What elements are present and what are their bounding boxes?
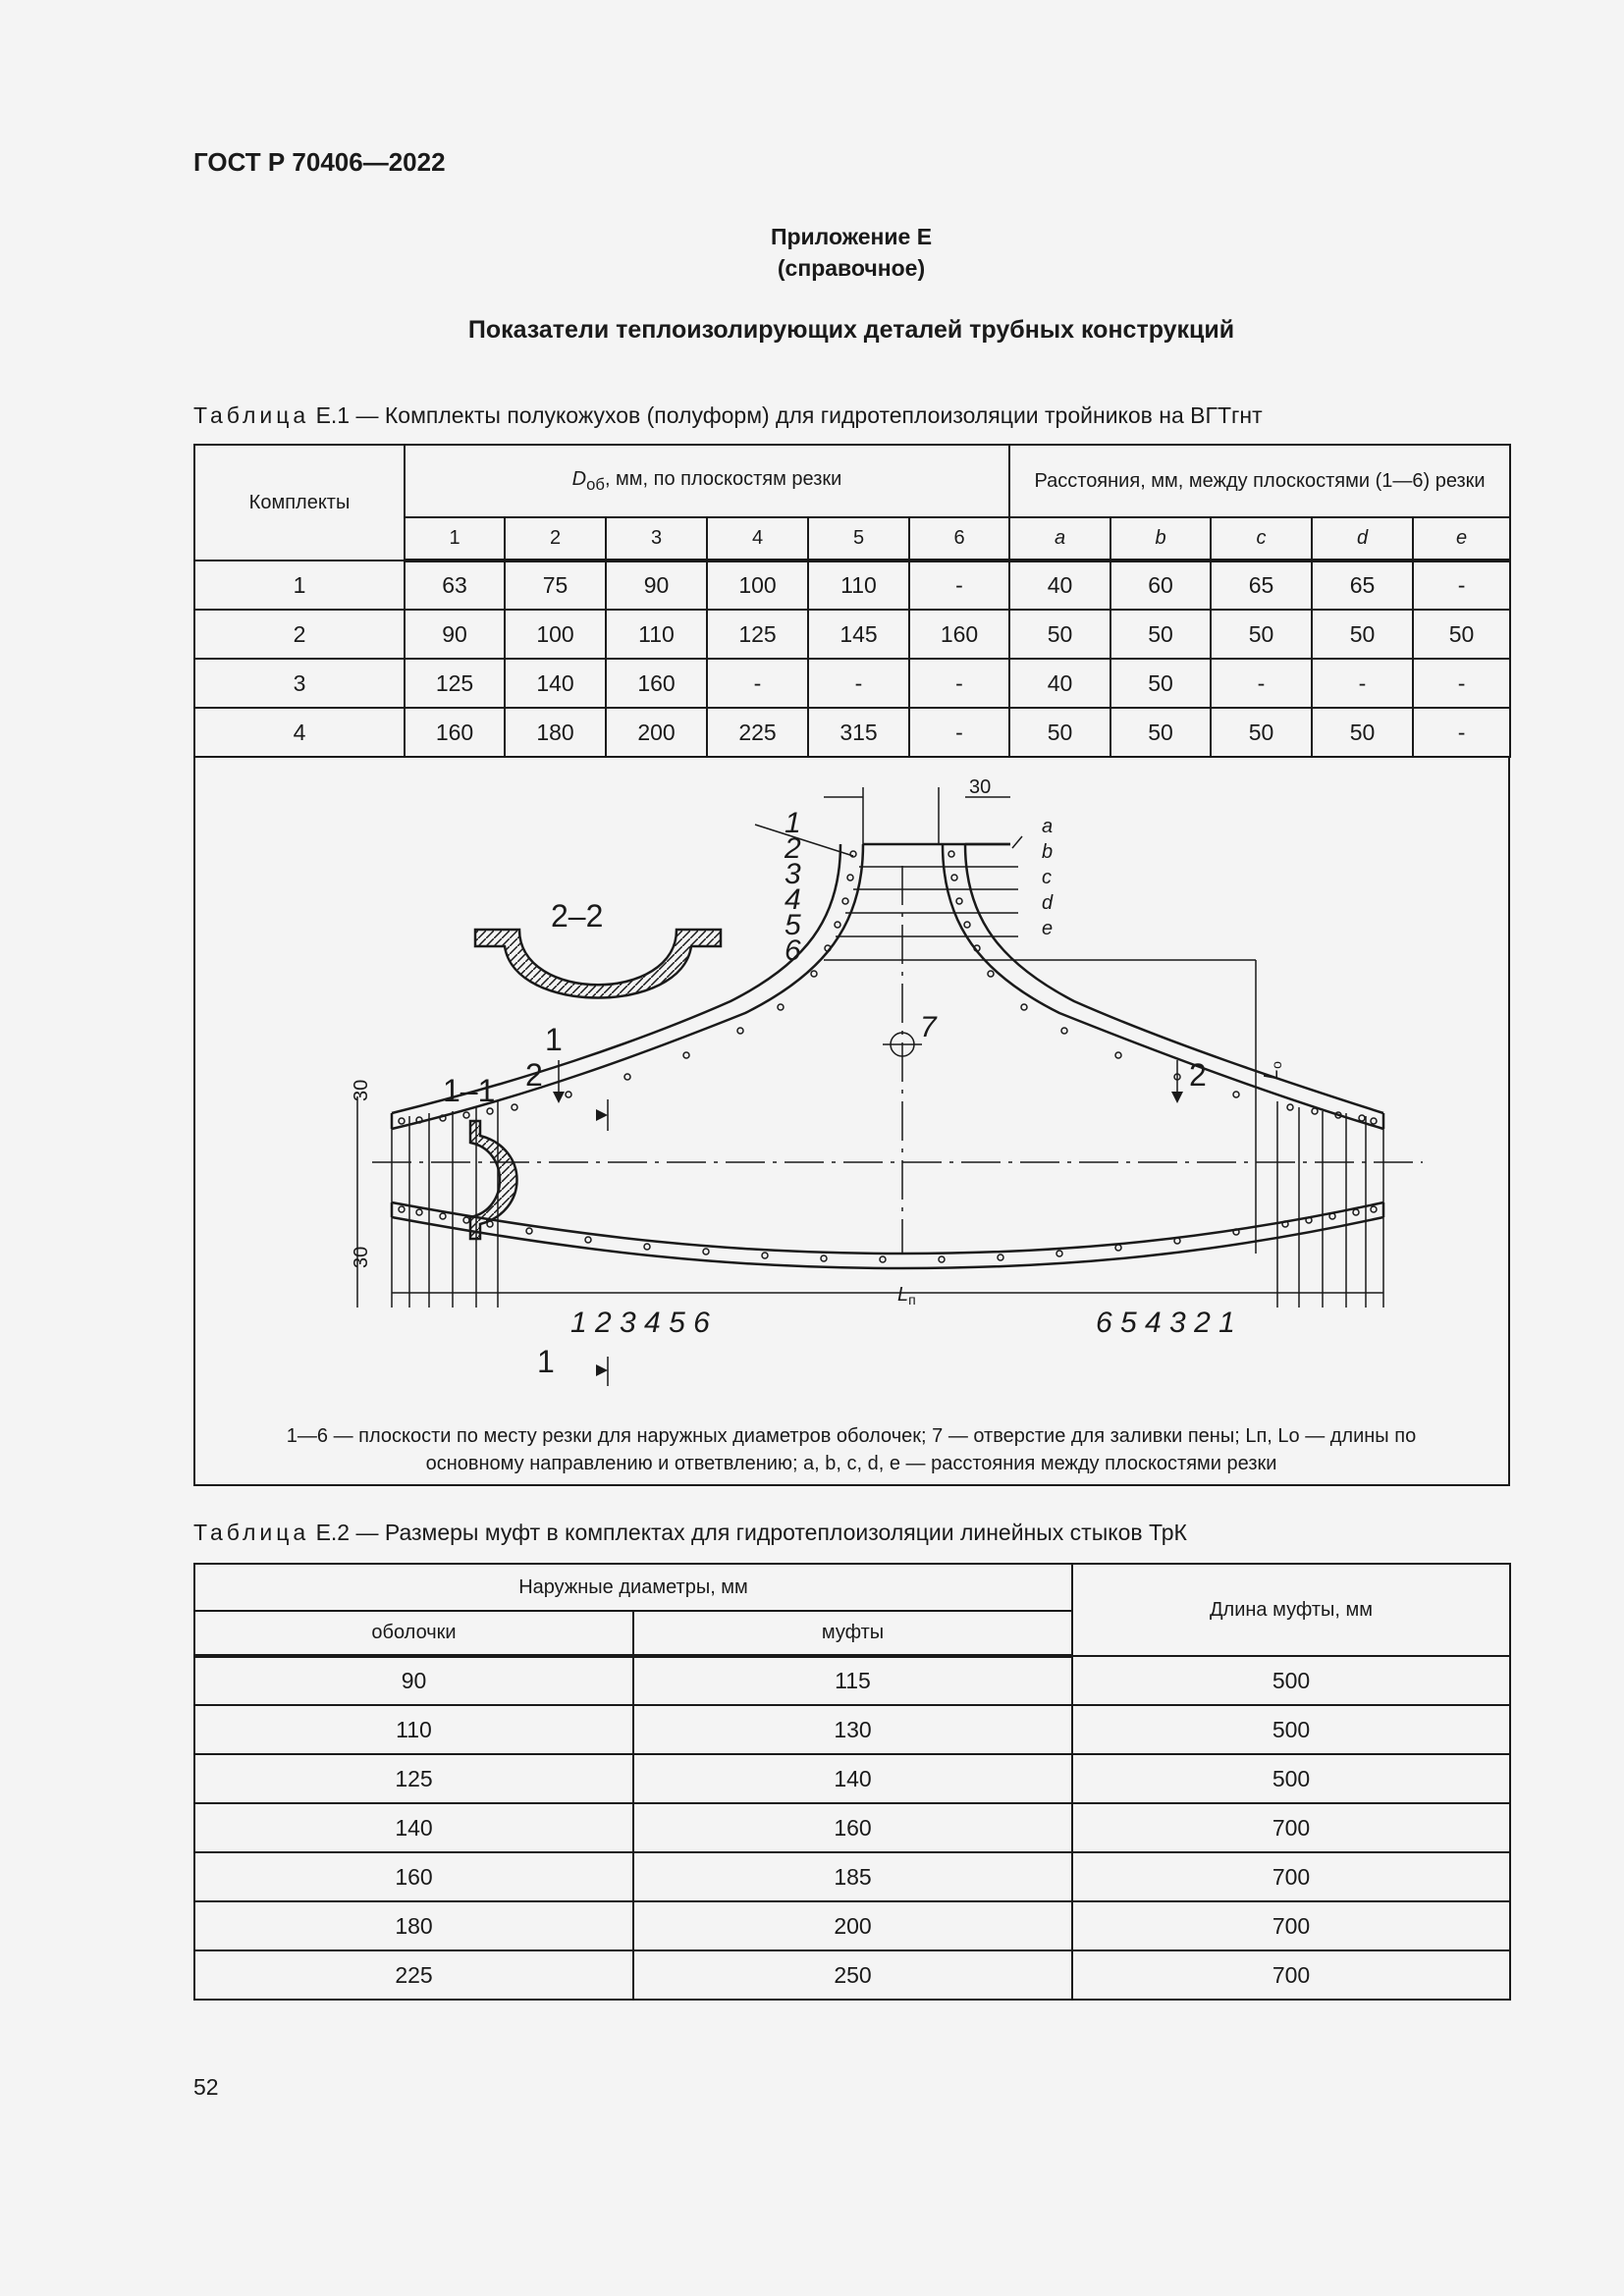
table-cell: 100 [505,610,606,659]
table-cell: - [909,659,1009,708]
table-cell: 200 [606,708,707,757]
table-cell: 180 [505,708,606,757]
table-row [194,708,1510,757]
table-cell: 50 [1110,659,1211,708]
cut-2-right: 2 [1189,1057,1207,1093]
table-e2 [193,1563,1511,2001]
table-cell: 160 [405,708,505,757]
table-cell: - [707,659,808,708]
table2-caption-prefix: Таблица [193,1520,310,1545]
section-22-label: 2–2 [551,898,604,934]
right-outer-contour [943,844,1383,1129]
table-cell: 700 [1072,1901,1510,1950]
header-distances: Расстояния, мм, между плоскостями (1—6) резки [1009,445,1510,517]
table-cell: 110 [606,610,707,659]
figure-frame [193,758,1510,1486]
table-cell: 700 [1072,1803,1510,1852]
length-lo: $L_о$ [1261,1061,1284,1080]
dim-30-left-bottom: 30 [351,1246,372,1268]
table-cell: 50 [1312,708,1413,757]
header-plane-1: 1 [405,517,505,561]
table-cell: 140 [633,1754,1072,1803]
dim-30-left-top: 30 [351,1079,372,1101]
table-cell: - [1413,561,1510,610]
header-plane-3: 3 [606,517,707,561]
header-shell: оболочки [194,1611,633,1656]
table-cell: 100 [707,561,808,610]
table-cell: 200 [633,1901,1072,1950]
table-row [194,610,1510,659]
table-row [194,1852,1510,1901]
table-cell: 50 [1110,708,1211,757]
table-cell: 250 [633,1950,1072,2000]
table-cell: 50 [1312,610,1413,659]
table-cell: - [1413,708,1510,757]
header-plane-2: 2 [505,517,606,561]
document-id: ГОСТ Р 70406—2022 [193,147,446,177]
appendix-title: Приложение Е [770,224,933,249]
section-11-label: 1–1 [443,1073,496,1108]
plane-label-4: 4 [785,883,801,916]
right-inner-contour [965,844,1383,1113]
table-cell: 50 [1009,708,1110,757]
table-cell: 160 [194,1852,633,1901]
table-cell: 1 [194,561,405,610]
table-row [194,1901,1510,1950]
table-cell: 700 [1072,1950,1510,2000]
table-cell: 60 [1110,561,1211,610]
table-cell: 75 [505,561,606,610]
tee-drawing [195,758,1508,1484]
table-cell: 50 [1211,610,1312,659]
left-plane-numbers: 1 2 3 4 5 6 [570,1307,710,1339]
header-dist-d: d [1312,517,1413,561]
table-cell: 50 [1413,610,1510,659]
legend-line-2: основному направлению и ответвлению; a, b, c, d, e — расстояния между плоскостями резки [425,1453,1277,1474]
letter-e: e [1042,918,1054,939]
table-cell: 50 [1211,708,1312,757]
table-cell: 145 [808,610,909,659]
header-dist-b: b [1110,517,1211,561]
table-cell: 160 [606,659,707,708]
table1-caption [193,402,1263,429]
header-coupling: муфты [633,1611,1072,1656]
table-cell: 63 [405,561,505,610]
letter-b: b [1042,841,1054,863]
table-cell: 180 [194,1901,633,1950]
plane-label-1: 1 [785,807,801,839]
table-cell: 160 [633,1803,1072,1852]
table-cell: 225 [194,1950,633,2000]
table-cell: 125 [707,610,808,659]
table-cell: 130 [633,1705,1072,1754]
header-plane-6: 6 [909,517,1009,561]
header-dist-a: a [1009,517,1110,561]
table-row [194,1803,1510,1852]
table-cell: 500 [1072,1754,1510,1803]
table-cell: - [1312,659,1413,708]
plane-label-3: 3 [785,858,801,890]
table-cell: 4 [194,708,405,757]
letter-d: d [1042,892,1054,914]
table-cell: 65 [1312,561,1413,610]
table-cell: 315 [808,708,909,757]
plane-label-6: 6 [785,934,801,967]
hole-label-7: 7 [920,1011,937,1043]
table-cell: 140 [505,659,606,708]
table-cell: 3 [194,659,405,708]
table2-caption [193,1520,1187,1546]
table1-caption-prefix: Таблица [193,402,310,428]
header-diameters: $D_{об}$, мм, по плоскостям резки [405,445,1009,517]
table1-caption-text: Е.1 — Комплекты полукожухов (полуформ) для гидротеплоизоляции тройников на ВГТгнт [315,402,1263,428]
cut-1-bottom: 1 [537,1344,555,1379]
header-plane-4: 4 [707,517,808,561]
table-cell: 115 [633,1656,1072,1705]
table-cell: 40 [1009,561,1110,610]
header-outer-diameters: Наружные диаметры, мм [194,1564,1072,1611]
table-cell: 50 [1110,610,1211,659]
table-cell: - [909,708,1009,757]
length-lp: $L_п$ [897,1284,916,1308]
table-cell: 65 [1211,561,1312,610]
table-cell: - [1413,659,1510,708]
bottom-outer-contour [392,1217,1383,1268]
table-row [194,1705,1510,1754]
section-title: Показатели теплоизолирующих деталей трубных конструкций [467,316,1235,344]
table-row [194,1754,1510,1803]
table-cell: 700 [1072,1852,1510,1901]
table-cell: 125 [405,659,505,708]
table-cell: - [1211,659,1312,708]
cut-1-top: 1 [545,1022,563,1057]
table-cell: 500 [1072,1656,1510,1705]
legend-line-1: 1—6 — плоскости по месту резки для наружных диаметров оболочек; 7 — отверстие для заливки пены; Lп, Lо — длины по [286,1425,1417,1447]
table-e1 [193,444,1511,758]
letter-c: c [1042,867,1052,888]
header-sets: Комплекты [194,445,405,561]
plane-label-5: 5 [785,909,801,941]
table-cell: 225 [707,708,808,757]
right-plane-numbers: 6 5 4 3 2 1 [1096,1307,1235,1339]
table-cell: 90 [194,1656,633,1705]
table-cell: 110 [808,561,909,610]
header-dist-c: c [1211,517,1312,561]
table-row [194,1950,1510,2000]
table-cell: 500 [1072,1705,1510,1754]
letter-a: a [1042,816,1054,837]
appendix-type: (справочное) [777,255,926,281]
page-number: 52 [193,2074,219,2100]
table-cell: 110 [194,1705,633,1754]
table-cell: 160 [909,610,1009,659]
table-row [194,1656,1510,1705]
header-plane-5: 5 [808,517,909,561]
header-dist-e: e [1413,517,1510,561]
table-cell: 90 [405,610,505,659]
table-cell: 50 [1009,610,1110,659]
table-cell: 40 [1009,659,1110,708]
section-22-shape [475,930,721,998]
table-cell: - [808,659,909,708]
table-cell: 185 [633,1852,1072,1901]
header-coupling-length: Длина муфты, мм [1072,1564,1510,1656]
table-cell: 140 [194,1803,633,1852]
dim-30-top: 30 [969,776,992,798]
table-row [194,561,1510,610]
plane-label-2: 2 [785,832,801,865]
table-cell: 90 [606,561,707,610]
table2-caption-text: Е.2 — Размеры муфт в комплектах для гидротеплоизоляции линейных стыков ТрК [315,1520,1187,1545]
figure-legend [203,1422,1499,1477]
table-row [194,659,1510,708]
table-cell: 2 [194,610,405,659]
table-cell: 125 [194,1754,633,1803]
table-cell: - [909,561,1009,610]
cut-2-left: 2 [525,1057,543,1093]
